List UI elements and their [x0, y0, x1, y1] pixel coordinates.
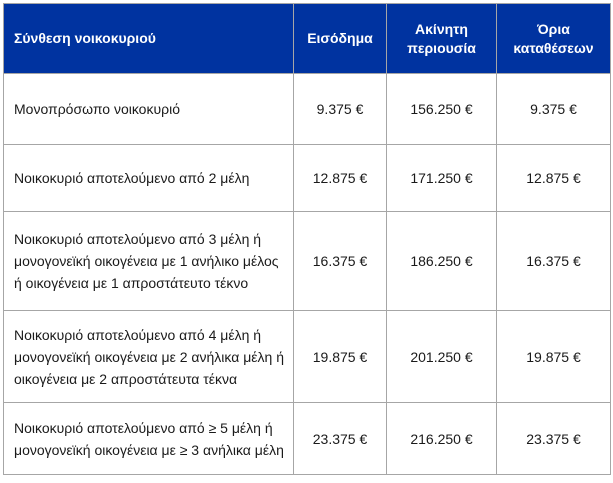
row-composition: Νοικοκυριό αποτελούμενο από 4 μέλη ή μονογονεϊκή οικογένεια με 2 ανήλικα μέλη ή οικογένεια με 2 απροστάτευτα τέκνα: [4, 311, 294, 403]
row-income: 12.875 €: [294, 145, 387, 212]
row-property: 156.250 €: [387, 74, 497, 145]
row-composition: Νοικοκυριό αποτελούμενο από 2 μέλη: [4, 145, 294, 212]
table-row: [4, 212, 611, 311]
header-deposits-line1: Όρια: [537, 20, 570, 37]
table-row: [4, 311, 611, 403]
row-deposits: 23.375 €: [497, 403, 611, 475]
row-composition: Νοικοκυριό αποτελούμενο από 3 μέλη ή μονογονεϊκή οικογένεια με 1 ανήλικο μέλος ή οικογένεια με 1 απροστάτευτο τέκνο: [4, 212, 294, 311]
row-property: 201.250 €: [387, 311, 497, 403]
table-header-row: [4, 4, 611, 74]
table-row: [4, 145, 611, 212]
row-income: 16.375 €: [294, 212, 387, 311]
header-composition: Σύνθεση νοικοκυριού: [4, 4, 294, 74]
row-property: 186.250 €: [387, 212, 497, 311]
header-deposits: [497, 4, 611, 74]
header-property-line1: Ακίνητη: [415, 20, 468, 37]
row-composition: Νοικοκυριό αποτελούμενο από ≥ 5 μέλη ή μονογονεϊκή οικογένεια με ≥ 3 ανήλικα μέλη: [4, 403, 294, 475]
row-property: 171.250 €: [387, 145, 497, 212]
row-composition: Μονοπρόσωπο νοικοκυριό: [4, 74, 294, 145]
header-income: Εισόδημα: [294, 4, 387, 74]
row-deposits: 9.375 €: [497, 74, 611, 145]
header-property-line2: περιουσία: [407, 39, 476, 56]
household-limits-table: [3, 3, 611, 475]
table-row: [4, 403, 611, 475]
header-deposits-line2: καταθέσεων: [513, 39, 594, 56]
row-income: 19.875 €: [294, 311, 387, 403]
row-deposits: 16.375 €: [497, 212, 611, 311]
header-property: [387, 4, 497, 74]
row-deposits: 19.875 €: [497, 311, 611, 403]
row-income: 23.375 €: [294, 403, 387, 475]
row-income: 9.375 €: [294, 74, 387, 145]
table-row: [4, 74, 611, 145]
row-property: 216.250 €: [387, 403, 497, 475]
row-deposits: 12.875 €: [497, 145, 611, 212]
